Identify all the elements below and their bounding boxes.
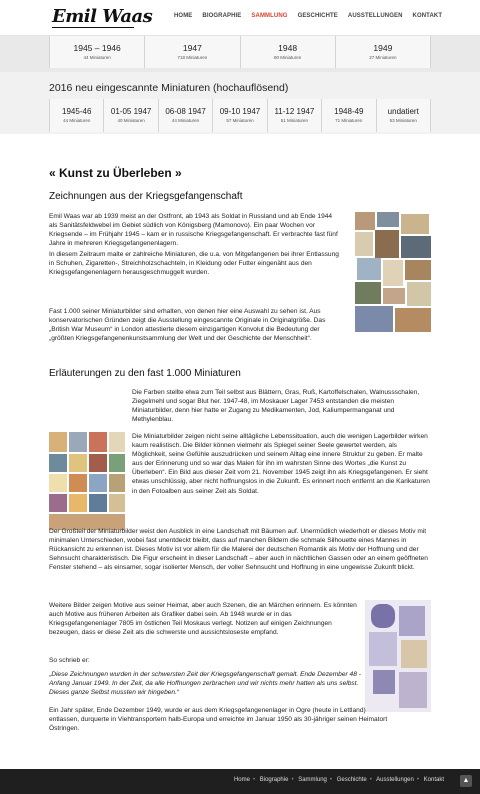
miniatures-collage-image: [49, 432, 125, 530]
main-nav: [174, 13, 452, 19]
years-row: [49, 36, 431, 68]
scans-2016-row: [49, 99, 431, 132]
nav-biographie[interactable]: BIOGRAPHIE: [202, 13, 242, 19]
scan-cell[interactable]: 01-05 1947 40 Miniaturen: [104, 99, 158, 132]
footer-nav: Home • Biographie • Sammlung • Geschichte • Ausstellungen • Kontakt: [233, 777, 444, 783]
nav-ausstellungen[interactable]: AUSSTELLUNGEN: [347, 13, 403, 19]
article-title: « Kunst zu Überleben »: [49, 166, 182, 180]
nav-home[interactable]: HOME: [174, 13, 193, 19]
year-cell[interactable]: 1947 718 Miniaturen: [145, 36, 240, 68]
footer-link-kontakt[interactable]: Kontakt: [423, 777, 444, 783]
site-logo[interactable]: [52, 6, 152, 27]
footer-link-ausstellungen[interactable]: Ausstellungen: [376, 777, 414, 783]
scans-2016-heading: 2016 neu eingescannte Miniaturen (hochauflösend): [49, 82, 289, 94]
paragraph: Fast 1.000 seiner Miniaturbilder sind erhalten, von denen hier eine Auswahl zu sehen ist. Aus konservatorischen Gründen zeigt die Ausstellung eingescannte Originale in Originalgröße. Das „British War Museum“ in London attestierte diesem einzigartigen Konvolut die Bedeutung der „größten Kriegsgefangenenkunstsammlung der Welt und der Geschichte der Menschheit“.: [49, 308, 326, 343]
year-cell[interactable]: 1949 27 Miniaturen: [336, 36, 431, 68]
site-footer: [0, 769, 480, 794]
scan-cell[interactable]: 1948-49 71 Miniaturen: [322, 99, 376, 132]
paragraph: Der Großteil der Miniaturbilder weist den Ausblick in eine Landschaft mit Bäumen auf. Unermüdlich wiederholt er dieses Motiv mit minimalen Unterschieden, wobei fast unentdeckt bleibt, dass auf manchen Bildern die schmale Silhouette eines Mannes in Rückansicht zu erkennen ist. Dieses Motiv ist vor allem für die Malerei der deutschen Romantik als Motiv der Hoffnung und der Sehnsucht charakteristisch. Die Figur erscheint in dieser Landschaft – aber auch in nächtlichen Gassen oder an einem geöffneten Fenster stehend – als einsamer, sogar isolierter Mensch, der voller Sehnsucht und Hoffnung in eine ungewisse Zukunft blickt.: [49, 528, 428, 572]
paragraph: Die Farben stellte elwa zum Teil selbst aus Blättern, Gras, Ruß, Kartoffelschalen, Walnussschalen, Ziegelmehl und sogar Blut her. 1947-48, im Moskauer Lager 7453 entstanden die meisten Miniaturbilder, denn hier hatte er Zugang zu Medikamenten, Jod, Kaliumpermanganat und Methylenblau.: [132, 389, 420, 424]
year-cell[interactable]: 1945 – 1946 44 Miniaturen: [50, 36, 145, 68]
paragraph: Emil Waas war ab 1939 meist an der Ostfront, ab 1943 als Soldat in Russland und ab Ende 1944 als Sanitätsfeldwebel im Gebiet südlich von Königsberg (Mamonovo). Ein paar Wochen vor Kriegsende – im Frühjahr 1945 – kam er in russische Kriegsgefangenschaft. Er verbrachte fast fünf Jahre in mehreren Kriegsgefangenenlagern.: [49, 213, 338, 248]
scan-cell[interactable]: 11-12 1947 51 Miniaturen: [268, 99, 322, 132]
footer-link-sammlung[interactable]: Sammlung: [298, 777, 327, 783]
chevron-up-icon[interactable]: ▲: [460, 775, 472, 787]
scan-cell[interactable]: 06-08 1947 44 Miniaturen: [159, 99, 213, 132]
footer-link-geschichte[interactable]: Geschichte: [336, 777, 367, 783]
section-heading: Erläuterungen zu den fast 1.000 Miniaturen: [49, 368, 241, 379]
paragraph: Ein Jahr später, Ende Dezember 1949, wurde er aus dem Kriegsgefangenenlager in Ogre (heute in Lettland) entlassen, durquerte in Viehtransportern halb-Europa und erreichte im Januar 1950 als 30-jähriger seinen Heimatort Östringen.: [49, 707, 388, 733]
year-cell[interactable]: 1948 80 Miniaturen: [241, 36, 336, 68]
scan-cell[interactable]: 1945-46 44 Miniaturen: [50, 99, 104, 132]
scan-cell[interactable]: undatiert 53 Miniaturen: [377, 99, 431, 132]
quote: „Diese Zeichnungen wurden in der schwersten Zeit der Kriegsgefangenschaft gemalt. Ende Dezember 48 -Anfang Januar 1949. In der Zeit, da alle Hoffnungen zerbrachen und wir nichts mehr hatten als uns selbst. Dieses ganze Selbst mussten wir hingeben.“: [49, 671, 361, 697]
site-header: [0, 0, 480, 36]
logo-text: Emil Waas: [52, 6, 153, 27]
scan-cell[interactable]: 09-10 1947 57 Miniaturen: [213, 99, 267, 132]
nav-kontakt[interactable]: KONTAKT: [412, 13, 443, 19]
footer-link-biographie[interactable]: Biographie: [259, 777, 289, 783]
paragraph: In diesem Zeitraum malte er zahlreiche Miniaturen, die u.a. von Mitgefangenen bei ihrer Entlassung in Schuhen, Zigaretten-, Streichholzschachteln, in Kleidung oder Futter eingenäht aus den Kriegsgefangenenlagern herausgeschmuggelt wurden.: [49, 251, 339, 277]
footer-link-home[interactable]: Home: [233, 777, 250, 783]
miniatures-collage-image: [355, 212, 431, 332]
nav-geschichte[interactable]: GESCHICHTE: [297, 13, 338, 19]
paragraph: Weitere Bilder zeigen Motive aus seiner Heimat, aber auch Szenen, die an Märchen erinnern. Es könnten auch Motive aus früheren Arbeiten als Grafiker dabei sein. Ab 1948 wurde er in das Kriegsgefangenenlager 7805 im östlichen Teil Moskaus verlegt. Notizen auf einigen Zeichnungen bezeugen, dass er diese Zeit als die schwerste und aussichtsloseste empfand.: [49, 602, 357, 637]
paragraph: Die Miniaturbilder zeigen nicht seine alltägliche Lebenssituation, auch die wenigen Lagerbilder wirken kaum realistisch. Die Bilder können vielmehr als Spiegel seiner Seele gewertet werden, als Möglichkeit, seine Gefühle auszudrücken und seinem Alltag eine innere Struktur zu geben. Er malte aus der Erinnerung und so war das Malen für ihn im wahrsten Sinne des Wortes „die Kunst zu Überleben“. Ein Bild aus dieser Zeit vom 21. November 1945 zeigt ihn als Kriegsgefangenen. Er sieht etwas unschlüssig, aber nicht hoffnungslos in die Zukunft. Es erinnert noch entfernt an die Karikaturen in den Fotoalben aus seiner Zeit als Soldat.: [132, 433, 430, 495]
nav-sammlung[interactable]: SAMMLUNG: [251, 13, 288, 19]
section-heading: Zeichnungen aus der Kriegsgefangenschaft: [49, 191, 243, 202]
paragraph: So schrieb er:: [49, 657, 90, 664]
